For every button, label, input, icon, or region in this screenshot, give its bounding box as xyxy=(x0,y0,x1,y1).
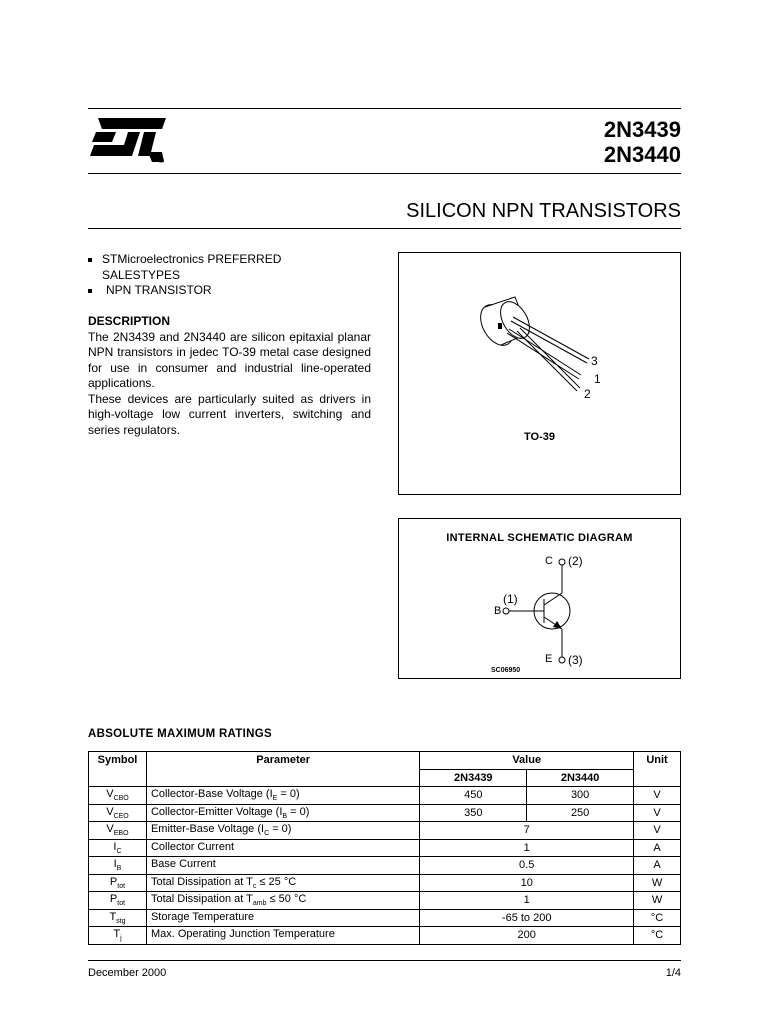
schematic-code: SC06950 xyxy=(491,667,521,674)
symbol-cell: $V_{CBO}$ xyxy=(89,787,147,805)
part-number-1: 2N3439 xyxy=(603,117,681,142)
unit-cell: °C xyxy=(634,927,681,945)
table-row xyxy=(89,804,681,822)
emitter-pin: (3) xyxy=(568,653,583,667)
ratings-title: ABSOLUTE MAXIMUM RATINGS xyxy=(88,728,272,740)
bullet-icon xyxy=(88,289,92,293)
parameter-cell: Total Dissipation at $T_{amb} \le 50$ °C xyxy=(146,892,419,910)
table-row xyxy=(89,839,681,857)
schematic-title: INTERNAL SCHEMATIC DIAGRAM xyxy=(446,532,633,544)
table-header-row xyxy=(89,752,681,770)
value-cell: 1 xyxy=(420,892,634,910)
symbol-cell: $V_{EBO}$ xyxy=(89,822,147,840)
unit-cell: V xyxy=(634,822,681,840)
description-paragraph: The 2N3439 and 2N3440 are silicon epitaxial planar NPN transistors in jedec TO-39 metal case designed for use in consumer and industrial line-operated applications. xyxy=(88,329,371,390)
unit-cell: V xyxy=(634,787,681,805)
table-row xyxy=(89,857,681,875)
parameter-header: Parameter xyxy=(146,752,419,787)
symbol-cell: $P_{tot}$ xyxy=(89,874,147,892)
parameter-cell: Base Current xyxy=(146,857,419,875)
description-paragraph: These devices are particularly suited as drivers in high-voltage low current inverters, switching and series regulators. xyxy=(88,391,371,437)
emitter-label: E xyxy=(545,653,553,665)
ratings-table xyxy=(88,751,681,945)
value-cell: 7 xyxy=(420,822,634,840)
unit-header: Unit xyxy=(634,752,681,787)
unit-cell: W xyxy=(634,874,681,892)
value-cell: 0.5 xyxy=(420,857,634,875)
collector-label: C xyxy=(545,555,553,567)
table-row xyxy=(89,874,681,892)
value-cell: 350 xyxy=(420,804,527,822)
page-number: 1/4 xyxy=(665,967,681,979)
schematic-figure xyxy=(398,518,681,679)
symbol-cell: $I_C$ xyxy=(89,839,147,857)
st-logo xyxy=(88,116,170,166)
table-row xyxy=(89,927,681,945)
parameter-cell: Emitter-Base Voltage $(I_C = 0)$ xyxy=(146,822,419,840)
unit-cell: V xyxy=(634,804,681,822)
footer-rule xyxy=(88,960,681,961)
description-section xyxy=(88,314,371,438)
transistor-symbol xyxy=(399,519,680,678)
pin-label-1: 1 xyxy=(594,372,601,386)
unit-cell: A xyxy=(634,857,681,875)
package-caption: TO-39 xyxy=(524,431,555,443)
title-rule xyxy=(88,228,681,229)
parameter-cell: Collector-Base Voltage $(I_E = 0)$ xyxy=(146,787,419,805)
feature-list xyxy=(88,252,308,299)
footer-date: December 2000 xyxy=(88,967,167,979)
to39-package-drawing xyxy=(399,253,680,413)
part-number-2: 2N3440 xyxy=(603,142,681,167)
parameter-cell: Collector Current xyxy=(146,839,419,857)
description-heading: DESCRIPTION xyxy=(88,314,171,328)
pin-label-3: 3 xyxy=(591,354,598,368)
device-header: 2N3439 xyxy=(420,769,527,787)
header-rule xyxy=(88,173,681,174)
value-cell: 250 xyxy=(527,804,634,822)
value-cell: 450 xyxy=(420,787,527,805)
symbol-cell: $I_B$ xyxy=(89,857,147,875)
registered-mark: ® xyxy=(158,156,164,165)
base-label: B xyxy=(494,605,502,617)
value-cell: 10 xyxy=(420,874,634,892)
value-cell: -65 to 200 xyxy=(420,909,634,927)
package-figure xyxy=(398,252,681,495)
unit-cell: A xyxy=(634,839,681,857)
pin-label-2: 2 xyxy=(584,387,591,401)
top-rule xyxy=(88,108,681,109)
symbol-cell: $V_{CEO}$ xyxy=(89,804,147,822)
value-cell: 300 xyxy=(527,787,634,805)
parameter-cell: Total Dissipation at $T_c \le 25$ °C xyxy=(146,874,419,892)
value-header: Value xyxy=(420,752,634,770)
bullet-icon xyxy=(88,258,92,262)
symbol-cell: $T_{stg}$ xyxy=(89,909,147,927)
unit-cell: °C xyxy=(634,909,681,927)
table-row xyxy=(89,787,681,805)
value-cell: 200 xyxy=(420,927,634,945)
table-row xyxy=(89,822,681,840)
device-header: 2N3440 xyxy=(527,769,634,787)
collector-pin: (2) xyxy=(568,554,583,568)
value-cell: 1 xyxy=(420,839,634,857)
symbol-cell: $P_{tot}$ xyxy=(89,892,147,910)
parameter-cell: Max. Operating Junction Temperature xyxy=(146,927,419,945)
symbol-cell: $T_j$ xyxy=(89,927,147,945)
table-row xyxy=(89,909,681,927)
feature-item: STMicroelectronics PREFERRED SALESTYPES xyxy=(88,252,308,283)
page-title: SILICON NPN TRANSISTORS xyxy=(406,200,681,222)
unit-cell: W xyxy=(634,892,681,910)
symbol-header: Symbol xyxy=(89,752,147,787)
base-pin: (1) xyxy=(503,592,518,606)
parameter-cell: Storage Temperature xyxy=(146,909,419,927)
feature-item: NPN TRANSISTOR xyxy=(88,283,308,299)
table-row xyxy=(89,892,681,910)
parameter-cell: Collector-Emitter Voltage $(I_B = 0)$ xyxy=(146,804,419,822)
